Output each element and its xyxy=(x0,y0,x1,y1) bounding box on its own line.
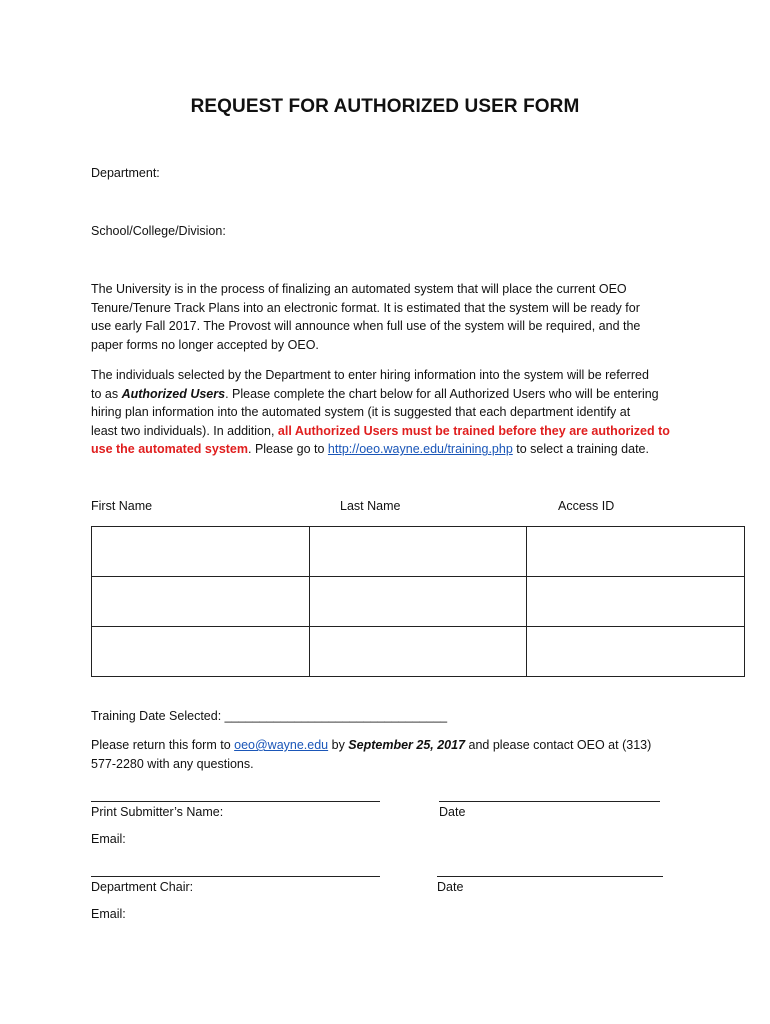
training-date-field[interactable]: Training Date Selected: ________________________________ xyxy=(91,709,448,723)
access-id-cell[interactable] xyxy=(527,527,745,577)
last-name-cell[interactable] xyxy=(309,527,527,577)
deadline-date: September 25, 2017 xyxy=(348,738,466,752)
authorized-users-table xyxy=(91,526,745,677)
training-requirement: all Authorized Users must be trained before they are authorized to xyxy=(277,423,670,438)
chair-label: Department Chair: xyxy=(91,880,194,894)
submitter-date-line[interactable] xyxy=(439,801,660,802)
chair-date-label: Date xyxy=(437,880,464,894)
oeo-email-link[interactable]: oeo@wayne.edu xyxy=(234,738,329,752)
text: . Please go to xyxy=(248,442,328,457)
chair-email-label: Email: xyxy=(91,907,126,921)
text: . Please complete the chart below for all Authorized Users who will be entering xyxy=(225,386,659,401)
last-name-cell[interactable] xyxy=(309,577,527,627)
authorized-users-paragraph xyxy=(91,366,681,459)
intro-line: Tenure/Tenure Track Plans into an electronic format. It is estimated that the system will be ready for xyxy=(91,300,640,315)
para-line xyxy=(91,440,681,459)
authorized-users-term: Authorized Users xyxy=(121,386,226,401)
school-label: School/College/Division: xyxy=(91,224,226,238)
para-line: The individuals selected by the Department to enter hiring information into the system will be referred xyxy=(91,368,649,382)
intro-line: The University is in the process of finalizing an automated system that will place the current OEO xyxy=(91,282,627,296)
table-row xyxy=(92,527,745,577)
header-access-id: Access ID xyxy=(558,499,615,513)
submitter-date-label: Date xyxy=(439,805,466,819)
last-name-cell[interactable] xyxy=(309,627,527,677)
submitter-signature-line[interactable] xyxy=(91,801,380,802)
access-id-cell[interactable] xyxy=(527,627,745,677)
table-row xyxy=(92,577,745,627)
department-label: Department: xyxy=(91,166,160,180)
first-name-cell[interactable] xyxy=(92,627,310,677)
para-line: hiring plan information into the automated system (it is suggested that each department identify at xyxy=(91,405,631,420)
intro-paragraph xyxy=(91,280,681,354)
intro-line: paper forms no longer accepted by OEO. xyxy=(91,337,319,352)
para-line xyxy=(91,422,681,441)
text: by xyxy=(328,738,349,752)
table-row xyxy=(92,627,745,677)
intro-line: use early Fall 2017. The Provost will announce when full use of the system will be required, and the xyxy=(91,319,641,334)
para-line xyxy=(91,385,681,404)
text: to select a training date. xyxy=(512,442,649,457)
training-requirement-cont: use the automated system xyxy=(91,442,248,457)
header-last-name: Last Name xyxy=(340,499,401,513)
text: to as xyxy=(91,386,122,401)
text: least two individuals). In addition, xyxy=(91,423,278,438)
return-instructions-line2: 577-2280 with any questions. xyxy=(91,757,254,771)
chair-signature-line[interactable] xyxy=(91,876,380,877)
submitter-email-label: Email: xyxy=(91,832,126,846)
access-id-cell[interactable] xyxy=(527,577,745,627)
return-instructions xyxy=(91,738,651,752)
text: and please contact OEO at (313) xyxy=(465,738,652,752)
header-first-name: First Name xyxy=(91,499,153,513)
chair-date-line[interactable] xyxy=(437,876,663,877)
training-link[interactable]: http://oeo.wayne.edu/training.php xyxy=(327,442,513,457)
first-name-cell[interactable] xyxy=(92,577,310,627)
submitter-name-label: Print Submitter’s Name: xyxy=(91,805,224,819)
form-title: REQUEST FOR AUTHORIZED USER FORM xyxy=(190,96,580,117)
text: Please return this form to xyxy=(91,738,235,752)
first-name-cell[interactable] xyxy=(92,527,310,577)
